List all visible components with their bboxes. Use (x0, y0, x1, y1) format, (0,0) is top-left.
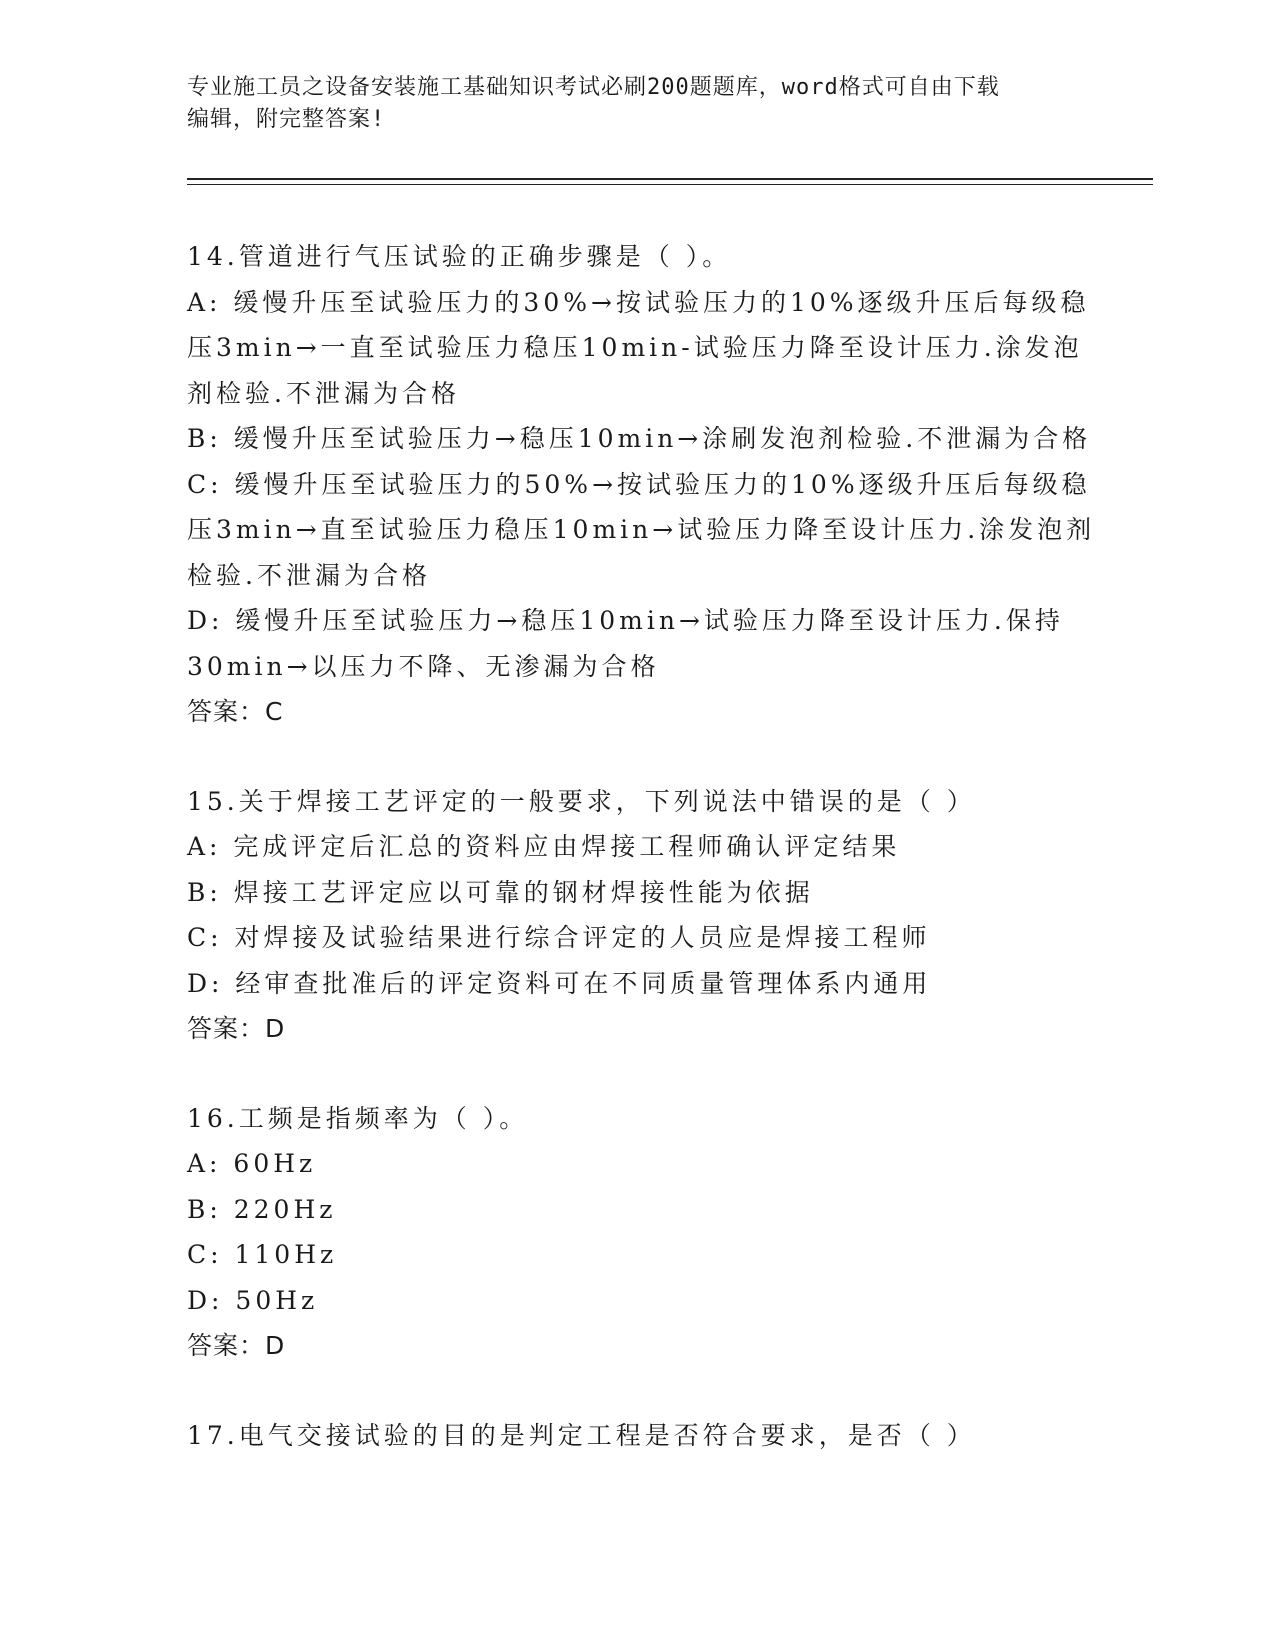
question-block (187, 1413, 1077, 1459)
header-line-2: 编辑，附完整答案! (187, 107, 386, 132)
question-line: B: 缓慢升压至试验压力→稳压10min→涂刷发泡剂检验.不泄漏为合格 (187, 424, 1092, 453)
question-line: 30min→以压力不降、无渗漏为合格 (187, 651, 660, 681)
question-line: 压3min→直至试验压力稳压10min→试验压力降至设计压力.涂发泡剂 (187, 515, 1096, 544)
question-line: D: 50Hz (187, 1285, 319, 1315)
question-stem: 14.管道进行气压试验的正确步骤是（ ）。 (187, 242, 732, 271)
answer-line: 答案：D (187, 1331, 286, 1360)
question-line: C: 对焊接及试验结果进行综合评定的人员应是焊接工程师 (187, 923, 931, 952)
question-stem: 17.电气交接试验的目的是判定工程是否符合要求，是否（ ） (187, 1420, 976, 1450)
question-line: C: 缓慢升压至试验压力的50%→按试验压力的10%逐级升压后每级稳 (187, 469, 1091, 499)
question-block (187, 1096, 1077, 1369)
question-line: D: 缓慢升压至试验压力→稳压10min→试验压力降至设计压力.保持 (187, 606, 1064, 635)
question-stem: 16.工频是指频率为（ ）。 (187, 1103, 529, 1133)
question-line: 压3min→一直至试验压力稳压10min-试验压力降至设计压力.涂发泡 (187, 333, 1083, 362)
question-line: B: 220Hz (187, 1194, 337, 1224)
question-list (187, 234, 1096, 1502)
answer-line: 答案：D (187, 1014, 286, 1043)
header-divider-thick (187, 178, 1153, 180)
question-line: C: 110Hz (187, 1240, 338, 1269)
answer-line: 答案：C (187, 697, 284, 726)
header-line-1: 专业施工员之设备安装施工基础知识考试必刷200题题库，word格式可自由下载 (187, 75, 1000, 100)
header-divider-thin (187, 184, 1153, 185)
question-line: A: 完成评定后汇总的资料应由焊接工程师确认评定结果 (187, 832, 901, 861)
question-line: B: 焊接工艺评定应以可靠的钢材焊接性能为依据 (187, 877, 814, 907)
question-line: A: 60Hz (187, 1149, 317, 1178)
question-line: 检验.不泄漏为合格 (187, 560, 431, 590)
question-block (187, 779, 1077, 1052)
question-line: D: 经审查批准后的评定资料可在不同质量管理体系内通用 (187, 968, 932, 998)
question-block (187, 234, 1096, 735)
question-line: A: 缓慢升压至试验压力的30%→按试验压力的10%逐级升压后每级稳 (187, 287, 1090, 317)
question-stem: 15.关于焊接工艺评定的一般要求，下列说法中错误的是（ ） (187, 786, 976, 816)
question-line: 剂检验.不泄漏为合格 (187, 378, 460, 408)
document-header (187, 72, 1087, 136)
